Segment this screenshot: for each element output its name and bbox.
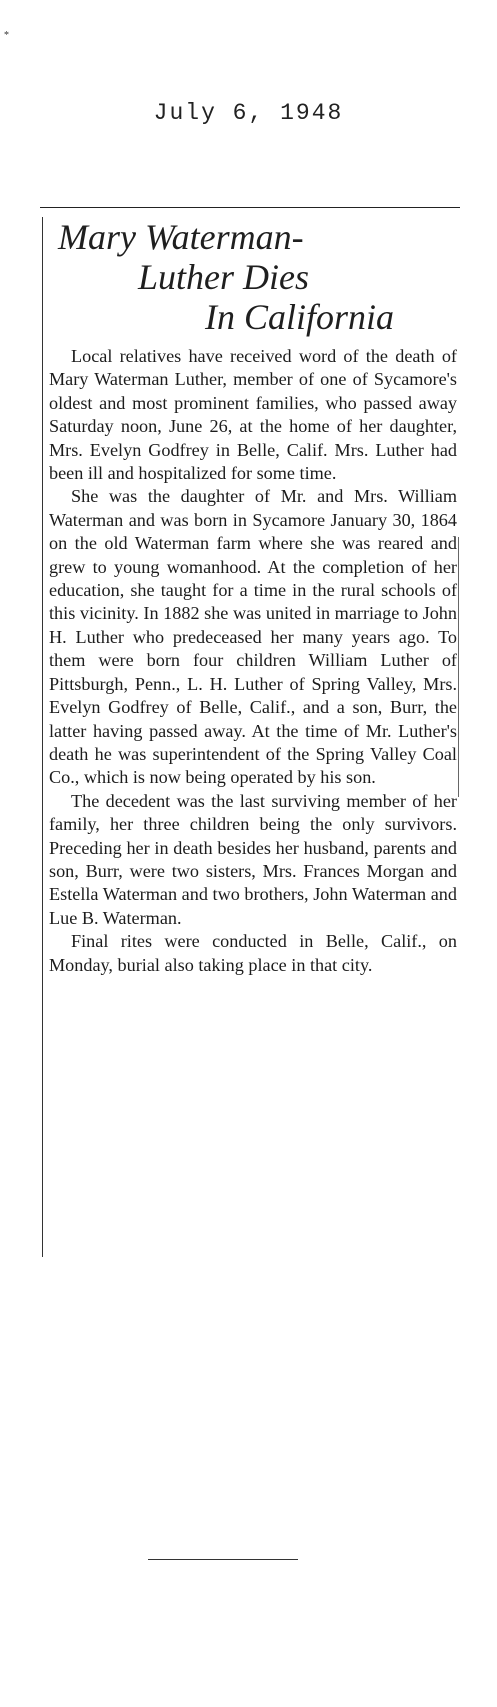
headline-line-2: Luther Dies — [138, 257, 309, 297]
dateline: July 6, 1948 — [153, 100, 344, 126]
top-rule — [40, 207, 460, 208]
paragraph-2: She was the daughter of Mr. and Mrs. William Waterman and was born in Sycamore January 30, 1864 on the old Waterman farm where she was reared and grew to young womanhood. At the completion of her education, she taught for a time in the rural schools of this vicinity. In 1882 she was united in marriage to John H. Luther who predeceased her many years ago. To them were born four children William Luther of Pittsburgh, Penn., L. H. Luther of Spring Valley, Mrs. Evelyn Godfrey of Belle, Calif., and a son, Burr, the latter having passed away. At the time of Mr. Luther's death he was superintendent of the Spring Valley Coal Co., which is now being operated by his son. — [49, 486, 457, 788]
paragraph-3: The decedent was the last surviving member of her family, her three children being the only survivors. Preceding her in death besides her husband, parents and son, Burr, were two sisters, Mrs. Frances Morgan and Estella Waterman and two brothers, John Waterman and Lue B. Waterman. — [49, 790, 457, 928]
paragraph-4: Final rites were conducted in Belle, Calif., on Monday, burial also taking place in that city. — [49, 931, 457, 975]
headline — [40, 217, 460, 342]
newspaper-clipping — [40, 207, 460, 1562]
right-column-rule — [458, 537, 459, 797]
paragraph-1: Local relatives have received word of the death of Mary Waterman Luther, member of one of Sycamore's oldest and most prominent families, who passed away Saturday noon, June 26, at the home of her daughter, Mrs. Evelyn Godfrey in Belle, Calif. Mrs. Luther had been ill and hospitalized for some time. — [49, 346, 457, 484]
corner-mark: * — [4, 30, 9, 41]
headline-line-3: In California — [205, 297, 395, 337]
headline-line-1: Mary Waterman- — [58, 217, 304, 257]
article-body — [49, 345, 457, 977]
left-column-rule — [42, 217, 43, 1257]
bottom-rule — [148, 1559, 298, 1560]
